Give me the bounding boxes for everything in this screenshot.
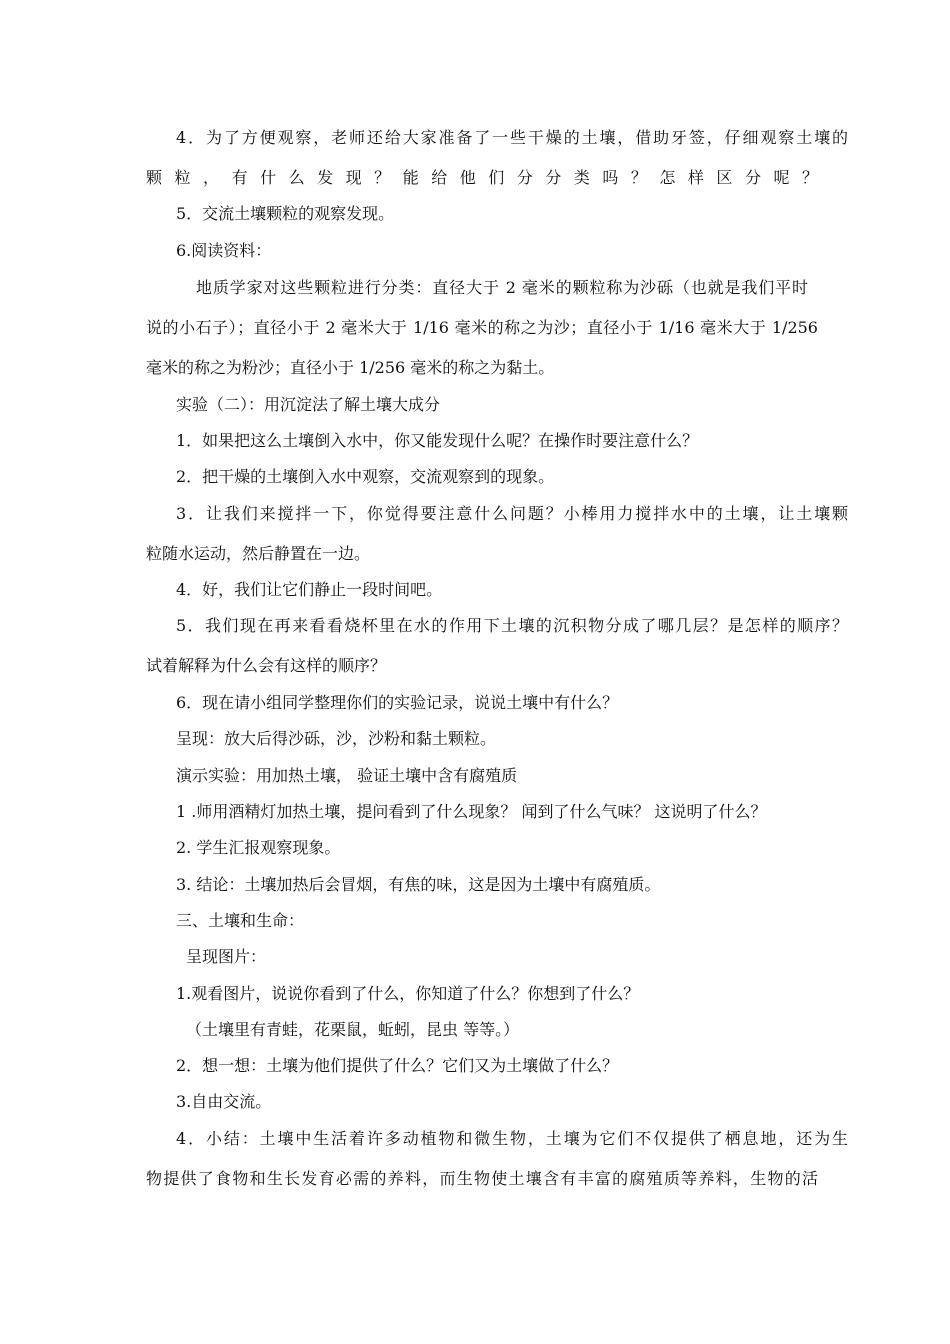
- section-3-step-1: 1.观看图片，说说你看到了什么，你知道了什么？你想到了什么？: [176, 984, 640, 1003]
- demo-step-3: 3. 结论：土壤加热后会冒烟，有焦的味，这是因为土壤中有腐殖质。: [176, 875, 661, 894]
- demo-step-1: 1 .师用酒精灯加热土壤，提问看到了什么现象？ 闻到了什么气味？ 这说明了什么？: [176, 802, 767, 821]
- paragraph-5: 5．交流土壤颗粒的观察发现。: [176, 204, 395, 223]
- experiment-2-step-6: 6．现在请小组同学整理你们的实验记录，说说土壤中有什么？: [176, 693, 619, 712]
- paragraph-6-heading: 6.阅读资料：: [176, 241, 272, 260]
- experiment-2-step-3-line-1: 3．让我们来搅拌一下，你觉得要注意什么问题？小棒用力搅拌水中的土壤，让土壤颗: [176, 504, 848, 523]
- paragraph-4-line-1: 4．为了方便观察，老师还给大家准备了一些干燥的土壤，借助牙签，仔细观察土壤的: [176, 128, 848, 147]
- experiment-2-step-5-line-2: 试着解释为什么会有这样的顺序？: [146, 656, 387, 675]
- experiment-2-step-4: 4．好，我们让它们静止一段时间吧。: [176, 580, 443, 599]
- experiment-2-step-5-line-1: 5．我们现在再来看看烧杯里在水的作用下土壤的沉积物分成了哪几层？是怎样的顺序？: [176, 616, 848, 635]
- reading-material-line-1: 地质学家对这些颗粒进行分类：直径大于 2 毫米的颗粒称为沙砾（也就是我们平时: [196, 278, 808, 297]
- experiment-2-step-2: 2．把干燥的土壤倒入水中观察，交流观察到的现象。: [176, 467, 555, 486]
- present-pictures-heading: 呈现图片：: [186, 947, 267, 966]
- section-3-step-3: 3.自由交流。: [176, 1092, 272, 1111]
- presentation-line: 呈现：放大后得沙砾，沙，沙粉和黏土颗粒。: [176, 729, 497, 748]
- demo-experiment-heading: 演示实验：用加热土壤， 验证土壤中含有腐殖质: [176, 766, 518, 785]
- summary-line-1: 4．小结：土壤中生活着许多动植物和微生物，土壤为它们不仅提供了栖息地，还为生: [176, 1129, 848, 1148]
- reading-material-line-3: 毫米的称之为粉沙；直径小于 1/256 毫米的称之为黏土。: [146, 358, 555, 377]
- experiment-2-heading: 实验（二）：用沉淀法了解土壤大成分: [176, 395, 441, 414]
- demo-step-2: 2. 学生汇报观察现象。: [176, 838, 341, 857]
- section-3-step-2: 2．想一想：土壤为他们提供了什么？它们又为土壤做了什么？: [176, 1056, 619, 1075]
- experiment-2-step-3-line-2: 粒随水运动，然后静置在一边。: [146, 544, 371, 563]
- section-3-heading: 三、土壤和生命：: [176, 911, 305, 930]
- experiment-2-step-1: 1．如果把这么土壤倒入水中，你又能发现什么呢？在操作时要注意什么？: [176, 431, 699, 450]
- summary-line-2: 物提供了食物和生长发育必需的养料，而生物使土壤含有丰富的腐殖质等养料，生物的活: [146, 1169, 818, 1188]
- reading-material-line-2: 说的小石子）；直径小于 2 毫米大于 1/16 毫米的称之为沙；直径小于 1/16 毫米大于 1/256: [146, 318, 818, 337]
- paragraph-4-line-2: 颗粒，有什么发现？能给他们分分类吗？怎样区分呢？: [146, 168, 818, 187]
- section-3-step-1-note: （土壤里有青蛙，花栗鼠，蚯蚓，昆虫 等等。）: [186, 1020, 520, 1039]
